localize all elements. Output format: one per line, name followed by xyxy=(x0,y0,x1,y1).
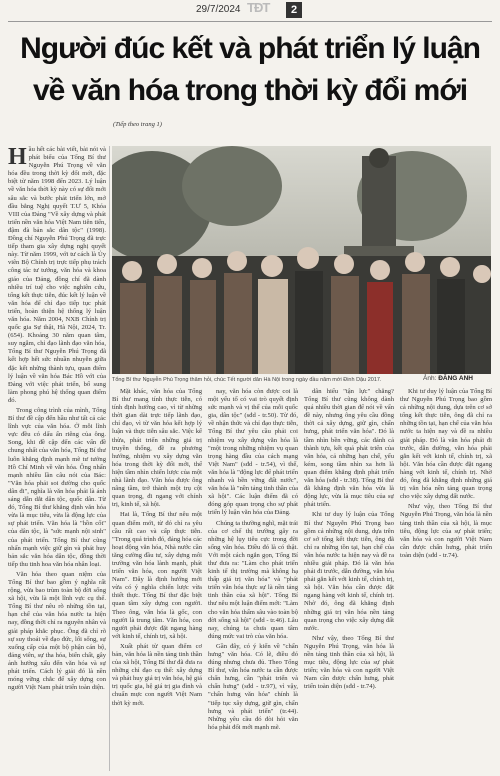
page-number-badge: 2 xyxy=(286,2,302,18)
headline-line-1: Người đúc kết và phát triển lý luận xyxy=(20,32,480,65)
photo-credit-name: ĐĂNG ANH xyxy=(438,375,473,382)
article-column-4 xyxy=(304,388,394,771)
headline-line-2: về văn hóa trong thời kỳ đổi mới xyxy=(32,74,468,107)
article-photo xyxy=(112,146,491,374)
column-paragraph: Như vậy, theo Tổng Bí thư Nguyễn Phú Trọng, văn hóa là nền tảng tinh thần của xã hội, là mục tiêu, động lực của sự phát triển; văn hóa và con người Việt Nam cần được chấn hưng, phát triển toàn diện (sđd - tr.74). xyxy=(304,634,394,691)
column-paragraph: Gần đây, có ý kiến về "chấn hưng" văn hóa. Có lẽ, điều đó đúng nhưng chưa đủ. Theo Tổng Bí thư, văn hóa nước ta cần được chấn hưng, cần "phát triển và chấn hưng" (sđd - tr.97), vì vậy, "chấn hưng văn hóa" chính là "tiếp tục xây dựng, giữ gìn, chấn hưng và phát triển" (tr.44). Những yêu cầu đó đòi hỏi văn hóa phải đổi mới mạnh mẽ. xyxy=(208,642,298,731)
column-paragraph: Văn hóa theo quan niệm của Tổng Bí thư bao gồm ý nghĩa rất rộng, vừa bao trùm toàn bộ đời sống xã hội, vừa là một lĩnh vực cụ thể. Tổng Bí thư nêu rõ những tồn tại, hạn chế của văn hóa nước ta hiện nay, đồng thời chỉ ra nguyên nhân và giải pháp khắc phục. Ông đã chỉ rõ sự suy thoái về đạo đức, lối sống, sự xuống cấp của một bộ phận cán bộ, đảng viên, sự tha hóa, biến chất, gây ảnh hưởng xấu đến văn hóa và sự phát triển. Cách lý giải đó là nền móng vững chắc để xây dựng con người Việt Nam phát triển toàn diện. xyxy=(8,570,106,692)
column-paragraph: nay, văn hóa còn được coi là một yếu tố có vai trò quyết định sức mạnh và vị thế của mỗi quốc gia, dân tộc" (sđd - tr.50). Từ đó, về nhận thức và chỉ đạo thực tiễn, Tổng Bí thư yêu cầu phải coi nhiệm vụ xây dựng văn hóa là "một trong những nhiệm vụ quan trọng hàng đầu của cách mạng Việt Nam" (sđd - tr.54), vì thế, văn hóa là "động lực để phát triển nhanh và bền vững đất nước", văn hóa là "nền tảng tinh thần của xã hội". Các luận điểm đã có đóng góp quan trọng cho sự phát triển lý luận văn hóa của Đảng. xyxy=(208,388,298,517)
column-paragraph: Hai là, Tổng Bí thư nêu một quan điểm mới, từ đó chỉ ra yêu cầu rất cao và cấp thực tiễn. "Trong quá trình đó, đảng hóa các hoạt động văn hóa, Nhà nước cần tăng cường đầu tư, xây dựng môi trường văn hóa lành mạnh, phát triển văn hóa, con người Việt Nam". Đây là định hướng mới vừa có ý nghĩa chiến lược vừa thiết thực. Tổng Bí thư đặc biệt quan tâm xây dựng con người. Theo ông, văn hóa là gốc, con người là trung tâm. Văn hóa, con người phải được đặt ngang hàng với kinh tế, chính trị, xã hội. xyxy=(112,511,202,640)
header-divider xyxy=(8,21,492,22)
page-header xyxy=(0,0,500,22)
column-paragraph: Xuất phát từ quan điểm cơ bản, văn hóa là nền tảng tinh thần của xã hội, Tổng Bí thư đã đưa ra những chỉ đạo cụ thể: xây dựng và phát huy giá trị văn hóa, hệ giá trị quốc gia, hệ giá trị gia đình và chuẩn mực con người Việt Nam thời kỳ mới. xyxy=(112,642,202,707)
photo-credit xyxy=(423,375,473,382)
column-paragraph: Khi tư duy lý luận của Tổng Bí thư Nguyễn Phú Trọng bao gồm cả những nội dung, dựa trên cơ sở tổng kết thực tiễn, ông đã chỉ ra những tồn tại, hạn chế của văn hóa nước ta hiện nay và đề ra nhiều giải pháp. Đó là văn hóa phải đi trước, dẫn đường, văn hóa phải gắn kết với kinh tế, chính trị, xã hội. Văn hóa cần được đặt ngang hàng với kinh tế, chính trị. Nhờ đó, ông đã khẳng định những giá trị văn hóa nền tảng quan trọng cho việc xây dựng đất nước. xyxy=(400,388,492,501)
issue-date: 29/7/2024 xyxy=(196,4,241,15)
column-paragraph: ầu hết các bài viết, bài nói và phát biểu của Tổng Bí thư Nguyễn Phú Trọng về văn hóa đều trong thời kỳ đổi mới, đặc biệt từ năm 1998 đến 2023. Lý luận về văn hóa thời kỳ này có sự đổi mới sâu sắc và bước phát triển lớn, mở đầu bằng Nghị quyết T.Ư 5, Khóa VIII của Đảng "Về xây dựng và phát triển nền văn hóa Việt Nam tiên tiến, đậm đà bản sắc dân tộc" (1998). Đồng chí Nguyễn Phú Trọng đã trực tiếp tham gia xây dựng nghị quyết này. Từ năm 1999, với tư cách là Ủy viên Bộ Chính trị trực tiếp phụ trách công tác tư tưởng, văn hóa và khoa giáo của Đảng, đồng chí đã dành nhiều trí tuệ cho việc nghiên cứu, tổng kết thực tiễn, đúc kết lý luận về văn hóa để chỉ đạo tiếp tục phát triển, hoàn thiện hệ thống lý luận văn hóa. Năm 2004, NXB Chính trị quốc gia Sự thật, Hà Nội, 2024, Tr. (654). Khoảng 30 năm quan tâm, suy ngẫm, chỉ đạo lãnh đạo văn hóa, Tổng Bí thư Nguyễn Phú Trọng đã kết hợp hết sức nhuần nhuyễn giữa đặc kết những thành tựu, quan điểm lý luận về văn hóa Bác Hồ với của Đảng với việc phát triển, bổ sung làm phong phú hệ thống quan điểm đó. xyxy=(8,146,106,404)
article-column-1 xyxy=(8,146,106,771)
article-column-5 xyxy=(400,388,492,771)
article-column-3 xyxy=(208,388,298,771)
photo-caption: Tổng Bí thư Nguyễn Phú Trọng thăm hỏi, chúc Tết người dân Hà Nội trong ngày đầu năm mới Đinh Dậu 2017. xyxy=(112,377,382,383)
column-paragraph: Mặt khác, văn hóa của Tổng Bí thư mang tính thực tiễn, có tính định hướng cao, vì từ những thời gian dài trực tiếp lãnh đạo, chỉ đạo, vì từ văn hóa kết hợp lý luận và thực tiễn sâu sắc. Việc kế thừa, phát triển những giá trị truyền thống, đề ra phương hướng, nhiệm vụ xây dựng văn hóa trong thời kỳ đổi mới, thể hiện tầm nhìn chiến lược của một nhà lãnh đạo. Văn hóa được ông nâng tầm, trở thành một trụ cột quan trọng, đi ngang với chính trị, kinh tế, xã hội. xyxy=(112,388,202,509)
column-paragraph: dân hiểu "tận lực" chăng? Tổng Bí thư cũng không dành quá nhiều thời gian để nói về vấn đề này, nhưng ông yêu cầu đồng thời cả xây dựng, giữ gìn, chấn hưng, phát triển văn hóa". Đó là tầm nhìn bền vững, các đánh cả thành tựu, kết quả phát triển của văn hóa, cả những hạn chế, yếu kém, song tầm nhìn xa hơn là quan điểm khẳng định phát triển văn hóa (sđd - tr.38). Tổng Bí thư đã khẳng định văn hóa vừa là động lực, vừa là mục tiêu của sự phát triển. xyxy=(304,388,394,509)
column-paragraph: Trong công trình của mình, Tổng Bí thư đề cập đến hầu như tất cả các lĩnh vực của văn hóa. Ở mỗi lĩnh vực đều có dấu ấn riêng của ông. Song, khi đề cập đến các vấn đề chung nhất của văn hóa, Tổng Bí thư luôn khẳng định mạnh mẽ tư tưởng Hồ Chí Minh về văn hóa. Ông nhấn mạnh nhiều lần câu nói của Bác: "Văn hóa phải soi đường cho quốc dân đi", nghĩa là văn hóa phải là ánh sáng dẫn dắt dân tộc, quốc dân. Từ đó, Tổng Bí thư khẳng định văn hóa vừa là mục tiêu, vừa là động lực của sự phát triển. Văn hóa là "hồn cốt" của dân tộc, là "sức mạnh nội sinh" của phát triển. Tổng Bí thư cũng nhấn mạnh việc giữ gìn và phát huy bản sắc văn hóa dân tộc, đồng thời tiếp thu tinh hoa văn hóa nhân loại. xyxy=(8,407,106,568)
column-paragraph: Chúng ta thường nghĩ, mặt trái của cơ chế thị trường gây ra những hệ lụy tiêu cực trong đời sống văn hóa. Điều đó là có thật. Với một cách ngắn gọn, Tổng Bí thư đưa ra: "Làm cho phát triển kinh tế thị trường mà không hạ thấp giá trị văn hóa" và "phát triển văn hóa thực sự là nền tảng tinh thần của xã hội". Tổng Bí thư nêu một luận điểm mới: "Làm cho văn hóa thấm sâu vào toàn bộ đời sống xã hội" (sđd - tr.46). Lâu nay, chúng ta chưa quan tâm đúng mức vai trò của văn hóa. xyxy=(208,519,298,640)
article-headline xyxy=(0,28,500,112)
drop-cap: H xyxy=(8,146,27,170)
article-column-2 xyxy=(112,388,202,771)
column-divider xyxy=(109,146,110,771)
column-paragraph: Khi tư duy lý luận của Tổng Bí thư Nguyễn Phú Trọng bao gồm cả những nội dung, dựa trên cơ sở tổng kết thực tiễn, ông đã chỉ ra những tồn tại, hạn chế của văn hóa nước ta hiện nay và đề ra nhiều giải pháp. Đó là văn hóa phải đi trước, dẫn đường, văn hóa phải gắn kết với kinh tế, chính trị, xã hội. Văn hóa cần được đặt ngang hàng với kinh tế, chính trị. Nhờ đó, ông đã khẳng định những giá trị văn hóa nền tảng quan trọng cho việc xây dựng đất nước. xyxy=(304,511,394,632)
crowd-photo-illustration xyxy=(112,146,491,374)
column-paragraph: Như vậy, theo Tổng Bí thư Nguyễn Phú Trọng, văn hóa là nền tảng tinh thần của xã hội, là mục tiêu, động lực của sự phát triển; văn hóa và con người Việt Nam cần được chấn hưng, phát triển toàn diện (sđd - tr.74). xyxy=(400,503,492,559)
continued-note: (Tiếp theo trang 1) xyxy=(113,121,162,128)
newspaper-logo: TĐT xyxy=(247,0,270,15)
photo-credit-label: Ảnh: xyxy=(423,375,437,382)
